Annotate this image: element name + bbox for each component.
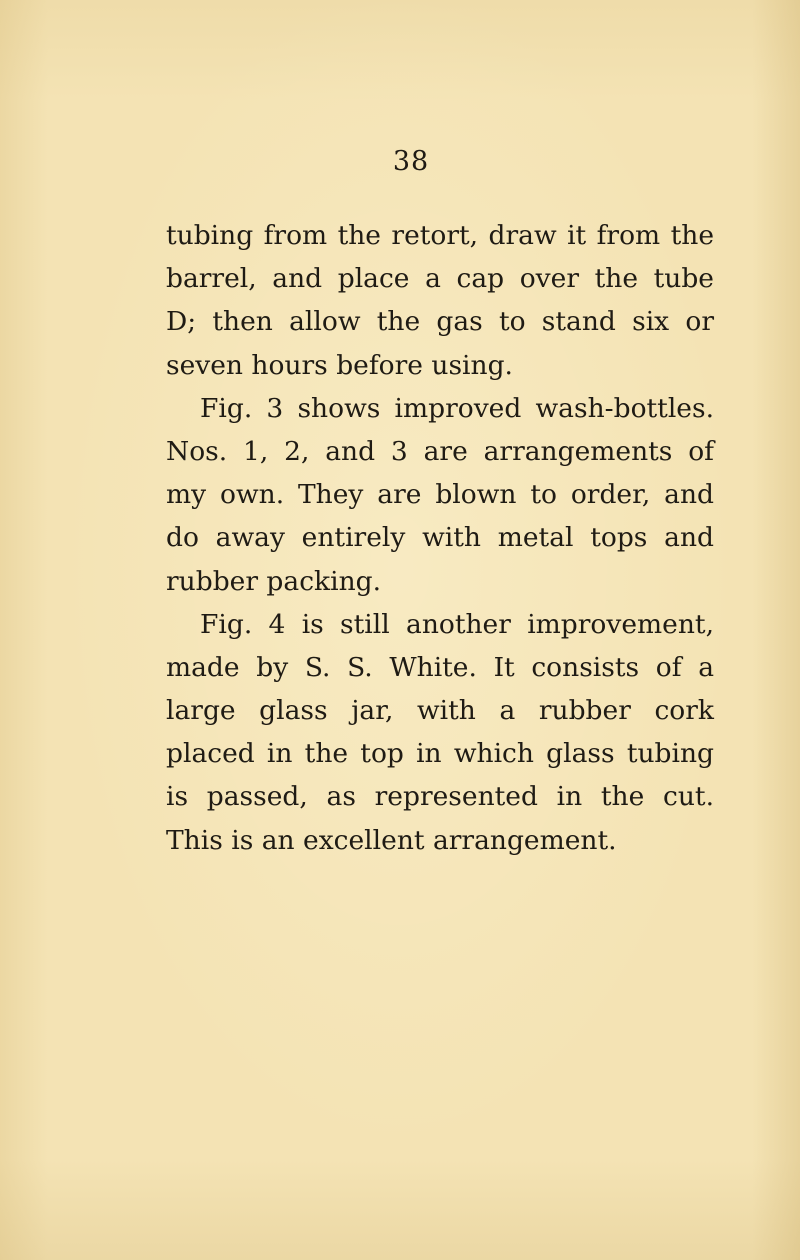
text-line: large glass jar, with a rubber cork	[166, 695, 714, 727]
text-line: Fig. 4 is still another improvement,	[200, 608, 714, 640]
text-line: Nos. 1, 2, and 3 are arrangements of	[166, 435, 714, 467]
text-line: my own. They are blown to order, and	[166, 479, 714, 511]
text-line: made by S. S. White. It consists of a	[166, 651, 714, 683]
text-line: is passed, as represented in the cut.	[166, 781, 714, 813]
body-text	[166, 214, 714, 862]
text-line: barrel, and place a cap over the tube	[166, 263, 714, 295]
text-line: D; then allow the gas to stand six or	[166, 306, 714, 338]
text-line: rubber packing.	[166, 565, 382, 597]
page-number: 38	[392, 146, 430, 177]
text-line: do away entirely with metal tops and	[166, 522, 714, 554]
text-line: placed in the top in which glass tubing	[166, 738, 714, 770]
text-line: Fig. 3 shows improved wash-bottles.	[200, 392, 714, 424]
text-line: This is an excellent arrangement.	[166, 824, 617, 856]
text-line: seven hours before using.	[166, 349, 513, 381]
text-line: tubing from the retort, draw it from the	[166, 220, 714, 251]
